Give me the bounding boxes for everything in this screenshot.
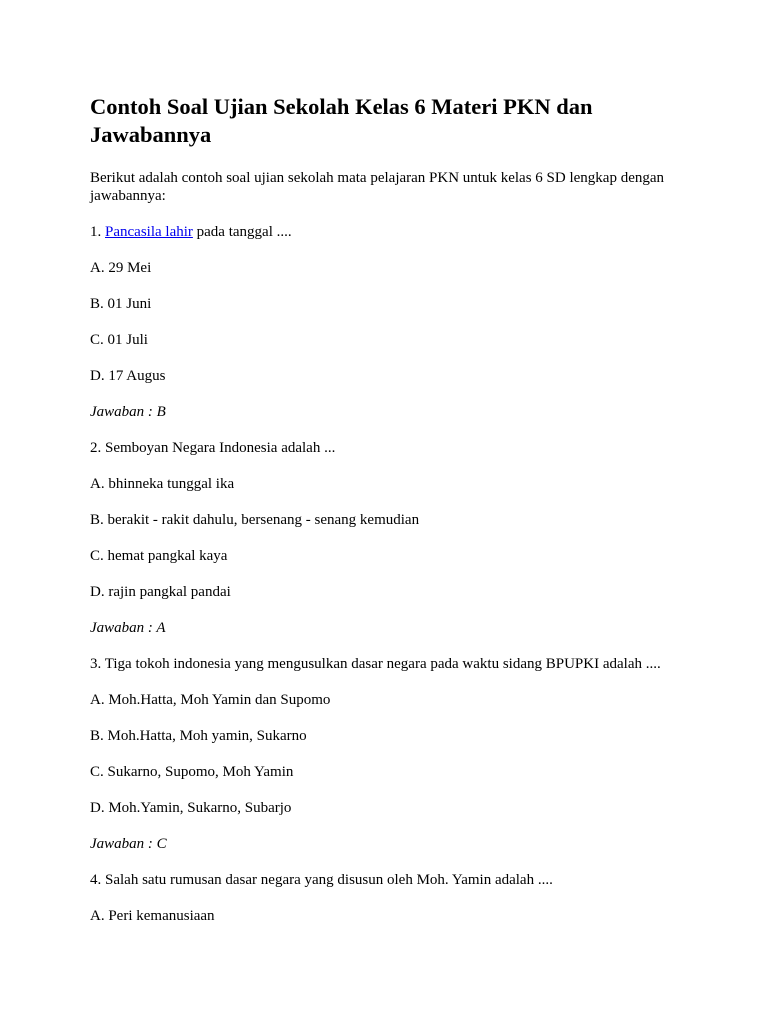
option-b: B. 01 Juni [90, 296, 152, 312]
answer-text: Jawaban : A [90, 620, 166, 636]
option-c: C. 01 Juli [90, 332, 148, 348]
question-text [90, 223, 690, 241]
question-1 [90, 223, 690, 421]
answer-text: Jawaban : B [90, 404, 166, 420]
option-a: A. Peri kemanusiaan [90, 908, 215, 924]
option-d: D. Moh.Yamin, Sukarno, Subarjo [90, 800, 292, 816]
question-3 [90, 655, 690, 853]
option-a: A. Moh.Hatta, Moh Yamin dan Supomo [90, 692, 331, 708]
question-text: 2. Semboyan Negara Indonesia adalah ... [90, 440, 336, 456]
option-b: B. Moh.Hatta, Moh yamin, Sukarno [90, 728, 307, 744]
question-number: 1. [90, 224, 102, 240]
question-text: 4. Salah satu rumusan dasar negara yang disusun oleh Moh. Yamin adalah .... [90, 872, 553, 888]
option-a: A. 29 Mei [90, 260, 152, 276]
option-d: D. 17 Augus [90, 368, 166, 384]
question-4 [90, 871, 690, 925]
document-title: Contoh Soal Ujian Sekolah Kelas 6 Materi PKN dan Jawabannya [90, 94, 593, 147]
question-2 [90, 439, 690, 637]
option-d: D. rajin pangkal pandai [90, 584, 231, 600]
question-text: 3. Tiga tokoh indonesia yang mengusulkan dasar negara pada waktu sidang BPUPKI adalah .... [90, 656, 661, 672]
intro-paragraph: Berikut adalah contoh soal ujian sekolah mata pelajaran PKN untuk kelas 6 SD lengkap dengan jawabannya: [90, 170, 665, 204]
document-page [90, 93, 690, 943]
question-text-rest: pada tanggal .... [196, 224, 292, 240]
option-c: C. hemat pangkal kaya [90, 548, 228, 564]
pancasila-lahir-link[interactable]: Pancasila lahir [105, 224, 193, 240]
option-c: C. Sukarno, Supomo, Moh Yamin [90, 764, 294, 780]
option-b: B. berakit - rakit dahulu, bersenang - senang kemudian [90, 512, 420, 528]
answer-text: Jawaban : C [90, 836, 167, 852]
option-a: A. bhinneka tunggal ika [90, 476, 235, 492]
